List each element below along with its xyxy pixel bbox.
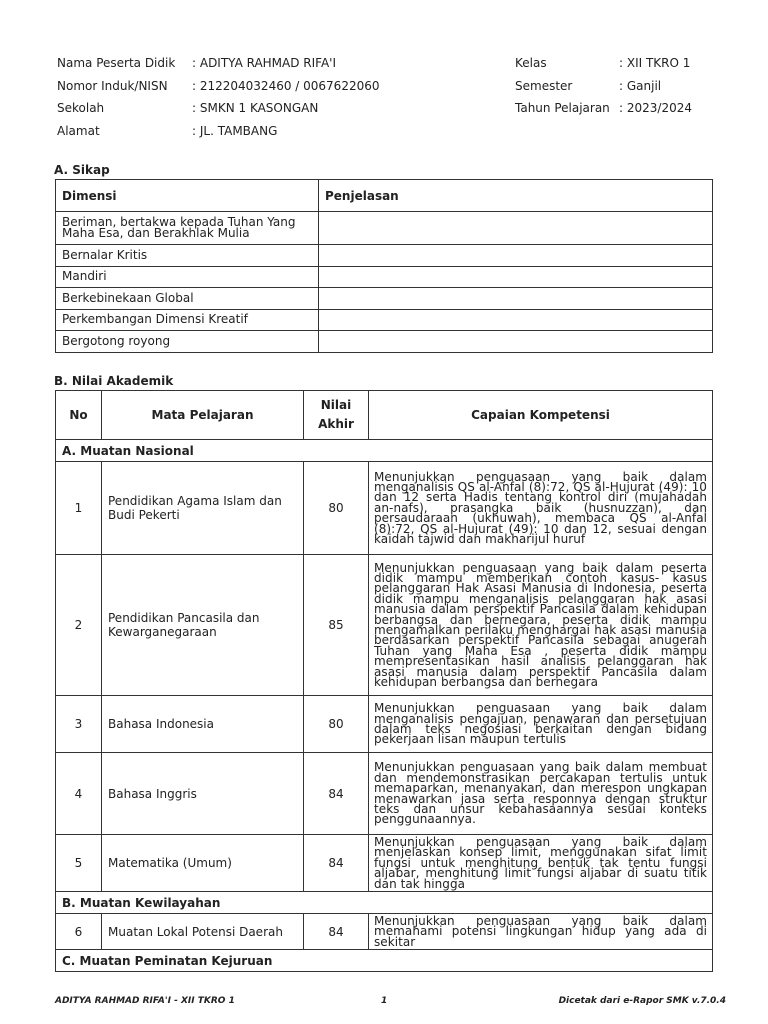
nilai-cell: 84 <box>304 914 369 950</box>
info-row <box>57 56 717 79</box>
school-value: : SMKN 1 KASONGAN <box>192 101 319 116</box>
table-row <box>56 696 713 753</box>
dimensi-cell: Perkembangan Dimensi Kreatif <box>56 309 319 331</box>
header-capaian: Capaian Kompetensi <box>369 391 713 440</box>
year-value: : 2023/2024 <box>619 101 692 116</box>
nilai-table <box>55 390 713 972</box>
no-cell: 6 <box>56 914 102 950</box>
mapel-cell: Muatan Lokal Potensi Daerah <box>102 914 304 950</box>
table-row <box>56 266 713 288</box>
semester-label: Semester <box>515 78 573 93</box>
table-row <box>56 288 713 310</box>
dimensi-cell: Bernalar Kritis <box>56 245 319 267</box>
table-row <box>56 914 713 950</box>
footer-student: ADITYA RAHMAD RIFA'I - XII TKRO 1 <box>55 996 235 1006</box>
penjelasan-cell <box>319 245 713 267</box>
header-penjelasan: Penjelasan <box>319 180 713 212</box>
header-nilai: Nilai Akhir <box>304 391 369 440</box>
header-no: No <box>56 391 102 440</box>
footer-page-number: 1 <box>381 996 388 1006</box>
capaian-cell: Menunjukkan penguasaan yang baik dalam memahami potensi lingkungan hidup yang ada di sekitar <box>369 914 713 950</box>
info-row <box>57 124 717 147</box>
student-info <box>57 56 717 147</box>
name-value: : ADITYA RAHMAD RIFA'I <box>192 56 337 70</box>
group-row <box>56 892 713 914</box>
nilai-title: B. Nilai Akademik <box>54 374 174 388</box>
dimensi-cell: Beriman, bertakwa kepada Tuhan Yang Maha Esa, dan Berakhlak Mulia <box>56 212 319 245</box>
no-cell: 5 <box>56 835 102 892</box>
table-row <box>56 462 713 555</box>
table-header-row <box>56 391 713 440</box>
group-nasional: A. Muatan Nasional <box>56 440 713 462</box>
table-header-row <box>56 180 713 212</box>
table-row <box>56 555 713 696</box>
nilai-cell: 80 <box>304 462 369 555</box>
mapel-cell: Pendidikan Agama Islam dan Budi Pekerti <box>102 462 304 555</box>
no-cell: 1 <box>56 462 102 555</box>
table-row <box>56 835 713 892</box>
group-kewilayahan: B. Muatan Kewilayahan <box>56 892 713 914</box>
mapel-cell: Bahasa Inggris <box>102 753 304 835</box>
capaian-cell: Menunjukkan penguasaan yang baik dalam peserta didik mampu memberikan contoh kasus- kasus pelanggaran Hak Asasi Manusia di Indonesia, peserta didik mampu menganalisis pelanggaran hak asasi manusia dalam perspektif Pancasila dalam kehidupan berbangsa dan bernegara, peserta didik mampu mengamalkan perilaku menghargai hak asasi manusia berdasarkan perspektif Pancasila sebagai anugerah Tuhan yang Maha Esa , peserta didik mampu mempresentasikan hasil analisis pelanggaran hak asasi manusia dalam perspektif Pancasila dalam kehidupan berbangsa dan bernegara <box>369 555 713 696</box>
group-row <box>56 440 713 462</box>
dimensi-cell: Bergotong royong <box>56 331 319 353</box>
no-cell: 3 <box>56 696 102 753</box>
penjelasan-cell <box>319 266 713 288</box>
info-row <box>57 79 717 102</box>
mapel-cell: Bahasa Indonesia <box>102 696 304 753</box>
sikap-table <box>55 179 713 353</box>
capaian-cell: Menunjukkan penguasaan yang baik dalam menganalisis pengajuan, penawaran dan persetujuan dalam teks negosiasi berkaitan dengan bidang pekerjaan lisan maupun tertulis <box>369 696 713 753</box>
penjelasan-cell <box>319 212 713 245</box>
penjelasan-cell <box>319 331 713 353</box>
semester-value: : Ganjil <box>619 78 662 93</box>
nilai-cell: 80 <box>304 696 369 753</box>
info-row <box>57 101 717 124</box>
nilai-cell: 84 <box>304 753 369 835</box>
address-label: Alamat <box>57 124 100 139</box>
capaian-cell: Menunjukkan penguasaan yang baik dalam menjelaskan konsep limit, menggunakan sifat limit fungsi untuk menghitung bentuk tak tentu fungsi aljabar, menghitung limit fungsi aljabar di suatu titik dan tak hingga <box>369 835 713 892</box>
table-row <box>56 331 713 353</box>
mapel-cell: Matematika (Umum) <box>102 835 304 892</box>
no-cell: 2 <box>56 555 102 696</box>
penjelasan-cell <box>319 288 713 310</box>
table-row <box>56 753 713 835</box>
header-dimensi: Dimensi <box>56 180 319 212</box>
header-mapel: Mata Pelajaran <box>102 391 304 440</box>
nisn-value: : 212204032460 / 0067622060 <box>192 78 380 93</box>
school-label: Sekolah <box>57 101 105 116</box>
capaian-cell: Menunjukkan penguasaan yang baik dalam menganalisis QS al-Anfal (8):72, QS al-Hujurat (49): 10 dan 12 serta Hadis tentang kontrol diri (mujahadah an-nafs), prasangka baik (husnuzzan), dan persaudaraan (ukhuwah), membaca QS al-Anfal (8):72, QS al-Hujurat (49): 10 dan 12, sesuai dengan kaidah tajwid dan makharijul huruf <box>369 462 713 555</box>
mapel-cell: Pendidikan Pancasila dan Kewarganegaraan <box>102 555 304 696</box>
year-label: Tahun Pelajaran <box>515 101 610 116</box>
name-label: Nama Peserta Didik <box>57 56 176 70</box>
penjelasan-cell <box>319 309 713 331</box>
table-row <box>56 245 713 267</box>
nisn-label: Nomor Induk/NISN <box>57 78 168 93</box>
no-cell: 4 <box>56 753 102 835</box>
dimensi-cell: Berkebinekaan Global <box>56 288 319 310</box>
group-row <box>56 950 713 972</box>
nilai-cell: 84 <box>304 835 369 892</box>
footer-printed-by: Dicetak dari e-Rapor SMK v.7.0.4 <box>558 996 726 1006</box>
table-row <box>56 212 713 245</box>
table-row <box>56 309 713 331</box>
address-value: : JL. TAMBANG <box>192 124 278 139</box>
dimensi-cell: Mandiri <box>56 266 319 288</box>
class-label: Kelas <box>515 56 547 70</box>
capaian-cell: Menunjukkan penguasaan yang baik dalam membuat dan mendemonstrasikan percakapan tertulis untuk memaparkan, menanyakan, dan merespon ungkapan menawarkan jasa serta responnya dengan struktur teks dan unsur kebahasaannya sesuai konteks penggunaannya. <box>369 753 713 835</box>
nilai-cell: 85 <box>304 555 369 696</box>
group-peminatan: C. Muatan Peminatan Kejuruan <box>56 950 713 972</box>
class-value: : XII TKRO 1 <box>619 56 691 70</box>
sikap-title: A. Sikap <box>54 163 110 177</box>
